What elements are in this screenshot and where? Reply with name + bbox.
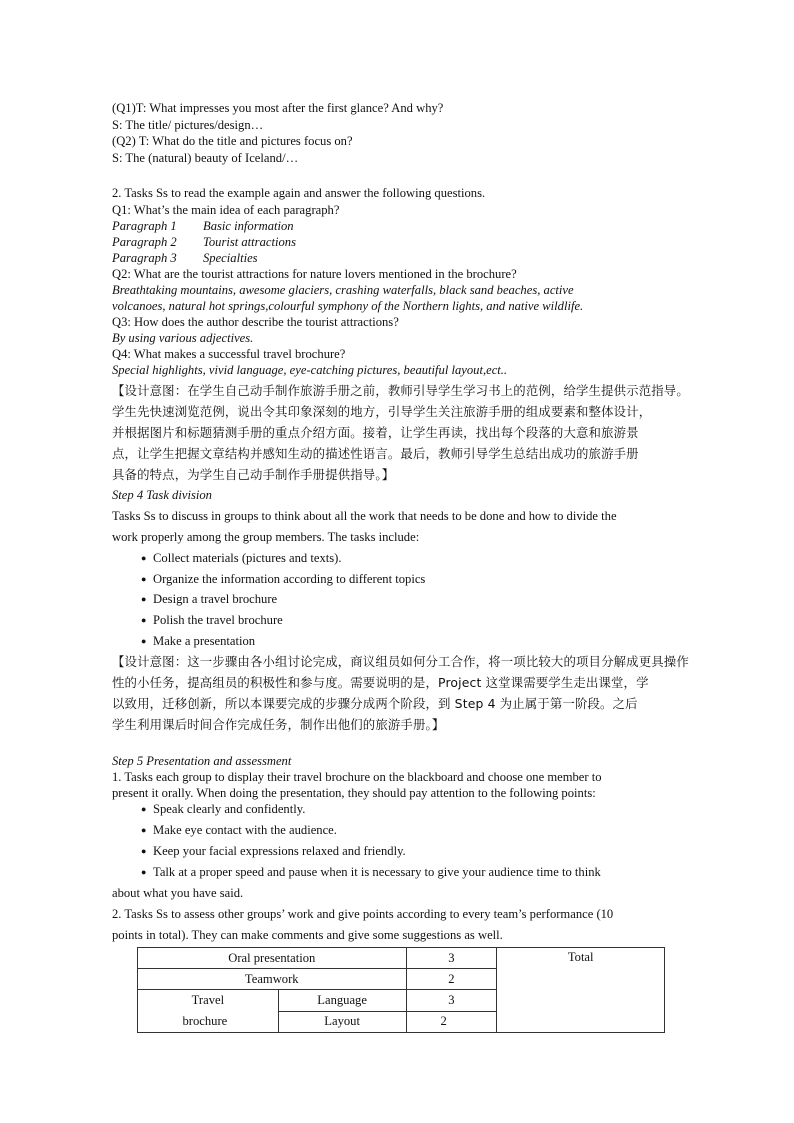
step5-p1-line2: present it orally. When doing the presentation, they should pay attention to the following points: <box>112 786 596 800</box>
design-intent-1-line3: 并根据图片和标题猜测手册的重点介绍方面。接着，让学生再读，找出每个段落的大意和旅游景 <box>112 425 639 440</box>
question-1-line: (Q1)T: What impresses you most after the first glance? And why? <box>112 101 444 115</box>
task2-q4: Q4: What makes a successful travel brochure? <box>112 347 346 361</box>
task2-q1: Q1: What’s the main idea of each paragraph? <box>112 203 340 217</box>
step5-p1-line1: 1. Tasks each group to display their travel brochure on the blackboard and choose one member to <box>112 770 602 784</box>
language-points: 3 <box>406 990 497 1012</box>
presentation-point-cont: about what you have said. <box>112 886 244 900</box>
task2-q2: Q2: What are the tourist attractions for nature lovers mentioned in the brochure? <box>112 267 517 281</box>
travel-brochure-label: Travel brochure <box>138 990 279 1033</box>
paragraph-topic: Basic information <box>203 219 294 233</box>
paragraph-3-row <box>112 250 258 266</box>
assessment-table <box>137 947 665 1033</box>
bullet-icon: ● <box>141 615 147 625</box>
paragraph-label: Paragraph 3 <box>112 251 177 265</box>
task-list-item: ● Polish the travel brochure <box>141 613 283 627</box>
design-intent-2-line4: 学生利用课后时间合作完成任务，制作出他们的旅游手册。】 <box>112 717 445 732</box>
task-list-item: ● Make a presentation <box>141 634 256 648</box>
task-list-item: ● Organize the information according to different topics <box>141 572 426 586</box>
paragraph-1-row <box>112 218 294 234</box>
step5-title: Step 5 Presentation and assessment <box>112 754 292 768</box>
step4-line1: Tasks Ss to discuss in groups to think about all the work that needs to be done and how to divide the <box>112 509 617 523</box>
paragraph-label: Paragraph 1 <box>112 219 177 233</box>
presentation-point: ● Talk at a proper speed and pause when it is necessary to give your audience time to think <box>141 865 601 879</box>
paragraph-2-row <box>112 234 296 250</box>
task2-a2-line2: volcanoes, natural hot springs,colourful symphony of the Northern lights, and native wildlife. <box>112 299 584 313</box>
teamwork-points: 2 <box>406 969 497 990</box>
step5-p2-line1: 2. Tasks Ss to assess other groups’ work and give points according to every team’s performance (10 <box>112 907 614 921</box>
step4-title: Step 4 Task division <box>112 488 212 502</box>
design-intent-1-line5: 具备的特点，为学生自己动手制作手册提供指导。】 <box>112 467 395 482</box>
task-list-item: ● Collect materials (pictures and texts). <box>141 551 342 565</box>
presentation-point: ● Make eye contact with the audience. <box>141 823 337 837</box>
layout-points: 2 <box>406 1011 497 1033</box>
language-label: Language <box>278 990 406 1012</box>
task2-a3: By using various adjectives. <box>112 331 254 345</box>
step5-p2-line2: points in total). They can make comments and give some suggestions as well. <box>112 928 503 942</box>
layout-label: Layout <box>278 1011 406 1033</box>
bullet-icon: ● <box>141 553 147 563</box>
bullet-icon: ● <box>141 825 147 835</box>
question-2-line: (Q2) T: What do the title and pictures focus on? <box>112 134 353 148</box>
bullet-icon: ● <box>141 846 147 856</box>
bullet-icon: ● <box>141 594 147 604</box>
bullet-icon: ● <box>141 574 147 584</box>
paragraph-topic: Specialties <box>203 251 258 265</box>
teamwork-label: Teamwork <box>138 969 407 990</box>
total-label: Total <box>497 948 665 1033</box>
paragraph-label: Paragraph 2 <box>112 235 177 249</box>
design-intent-2-line1: 【设计意图：这一步骤由各小组讨论完成，商议组员如何分工合作，将一项比较大的项目分解成更具操作 <box>112 654 689 669</box>
presentation-point: ● Keep your facial expressions relaxed and friendly. <box>141 844 406 858</box>
design-intent-1-line2: 学生先快速浏览范例，说出令其印象深刻的地方，引导学生关注旅游手册的组成要素和整体设计， <box>112 404 652 419</box>
task2-a2-line1: Breathtaking mountains, awesome glaciers, crashing waterfalls, black sand beaches, active <box>112 283 574 297</box>
bullet-icon: ● <box>141 804 147 814</box>
paragraph-topic: Tourist attractions <box>203 235 296 249</box>
presentation-point: ● Speak clearly and confidently. <box>141 802 306 816</box>
design-intent-1-line1: 【设计意图：在学生自己动手制作旅游手册之前，教师引导学生学习书上的范例，给学生提供示范指导。 <box>112 383 689 398</box>
bullet-icon: ● <box>141 867 147 877</box>
bullet-icon: ● <box>141 636 147 646</box>
task2-intro: 2. Tasks Ss to read the example again and answer the following questions. <box>112 186 486 200</box>
table-row <box>138 948 665 969</box>
task-list-item: ● Design a travel brochure <box>141 592 278 606</box>
answer-1-line: S: The title/ pictures/design… <box>112 118 264 132</box>
oral-presentation-label: Oral presentation <box>138 948 407 969</box>
task2-q3: Q3: How does the author describe the tourist attractions? <box>112 315 399 329</box>
design-intent-2-line3: 以致用，迁移创新，所以本课要完成的步骤分成两个阶段，到 Step 4 为止属于第一阶段。之后 <box>112 696 638 711</box>
oral-presentation-points: 3 <box>406 948 497 969</box>
task2-a4: Special highlights, vivid language, eye-catching pictures, beautiful layout,ect.. <box>112 363 508 377</box>
design-intent-2-line2: 性的小任务，提高组员的积极性和参与度。需要说明的是，Project 这堂课需要学生走出课堂，学 <box>112 675 649 690</box>
step4-line2: work properly among the group members. The tasks include: <box>112 530 420 544</box>
answer-2-line: S: The (natural) beauty of Iceland/… <box>112 151 299 165</box>
design-intent-1-line4: 点，让学生把握文章结构并感知生动的描述性语言。最后，教师引导学生总结出成功的旅游手册 <box>112 446 639 461</box>
